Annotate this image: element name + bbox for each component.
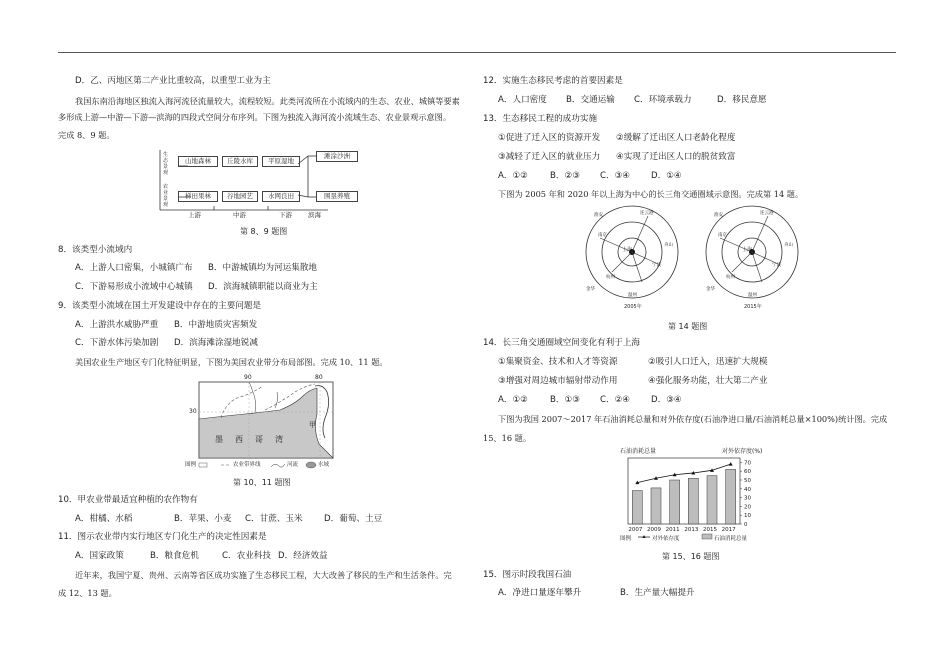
gulf-of-mexico-label: 墨 西 哥 湾 [215, 435, 285, 444]
eco-landscape-label: 生态景观 [163, 152, 169, 176]
city-lianyungang-2015: 连云港 [760, 211, 774, 216]
q10-option-d: D．葡萄、土豆 [324, 514, 383, 524]
q9-option-d: D．滨海滩涂湿地锐减 [174, 338, 258, 348]
center-label-2005: 上海 [622, 247, 633, 253]
chart-legend-label: 图例 [620, 536, 632, 542]
q14-option-d: D．③④ [651, 395, 682, 405]
q13-item-1: ①促进了迁入区的资源开发 [498, 133, 601, 143]
header-rule [58, 52, 896, 53]
q12-option-c: C．环境承载力 [634, 95, 692, 105]
intro-12-13-line2: 成 12、13 题。 [58, 588, 117, 598]
q13-item-4: ④实现了迁出区人口的脱贫致富 [616, 152, 736, 162]
q13-option-d: D．①④ [651, 171, 682, 181]
center-label-2015: 上海 [742, 247, 753, 253]
q9-option-c: C．下游水体污染加剧 [75, 338, 159, 348]
q8-stem: 8．该类型小流域内 [58, 245, 133, 255]
q14-item-2: ②吸引人口迁入，迅速扩大规模 [648, 357, 768, 367]
q15-option-a: A．净进口量逐年攀升 [498, 588, 582, 598]
right-axis-tick-label: 20 [744, 504, 751, 511]
q13-item-2: ②缓解了迁出区人口老龄化程度 [616, 133, 736, 143]
city-lianyungang-2005: 连云港 [640, 211, 654, 216]
x-tick-label: 2011 [665, 527, 680, 533]
q13-option-a: A．①② [498, 171, 528, 181]
city-huaian-2005: 淮安 [594, 213, 603, 218]
q14-option-c: C．②④ [600, 395, 631, 405]
x-tick-label: 2013 [684, 527, 699, 533]
q14-option-a: A．①② [498, 395, 528, 405]
figure-10-11-map [185, 374, 345, 474]
q12-option-b: B．交通运输 [566, 95, 615, 105]
agri-box-4: 围垦养殖 [316, 191, 358, 202]
x-tick-label: 2015 [703, 527, 717, 533]
city-wenzhou-2015: 温州 [748, 293, 757, 298]
q11-stem: 11．图示农业带内实行地区专门化生产的决定性因素是 [58, 532, 267, 542]
city-hangzhou-2005: 杭州 [606, 275, 615, 280]
intro-15-16-line1: 下图为我国 2007～2017 年石油消耗总量和对外依存度(石油净进口量/石油消耗总量×100%)统计图。完成 [498, 414, 888, 424]
agri-box-1: 梯田果林 [178, 191, 218, 202]
intro-8-9-line3: 完成 8、9 题。 [58, 130, 115, 140]
legend-zone-boundary: 农业带界线 [233, 462, 261, 468]
figure-10-11-caption: 第 10、11 题图 [233, 478, 291, 487]
eco-box-1: 山地森林 [178, 156, 218, 167]
intro-14: 下图为 2005 年和 2020 年以上海为中心的长三角交通圈域示意图。完成第 14 题。 [498, 189, 804, 199]
usa-gulf-map [185, 374, 345, 474]
q15-stem: 15．图示时段我国石油 [483, 570, 572, 580]
agri-landscape-label: 农业景观 [163, 184, 169, 208]
eco-box-2: 丘陵水库 [222, 156, 258, 167]
intro-10-11: 美国农业生产地区专门化特征明显，下图为美国农业带分布局部图。完成 10、11 题。 [75, 357, 388, 367]
chart-legend-line-label: 对外依存度 [652, 536, 680, 542]
figure-8-9 [158, 148, 368, 220]
q14-item-3: ③增强对周边城市辐射带动作用 [498, 376, 618, 386]
oil-chart [618, 446, 778, 546]
chart-legend-bar-label: 石油消耗总量 [714, 536, 748, 542]
q11-option-a: A．国家政策 [75, 551, 124, 561]
figure-14 [580, 202, 820, 314]
right-axis-tick-label: 60 [744, 469, 751, 476]
lon-80-label: 80 [315, 374, 323, 381]
q14-option-b: B．①③ [550, 395, 580, 405]
transport-circle-diagrams [580, 202, 820, 314]
q13-option-c: C．③④ [600, 171, 631, 181]
lat-30-label: 30 [189, 408, 197, 415]
q13-option-b: B．②③ [550, 171, 580, 181]
city-zhoushan-2005: 舟山 [664, 243, 673, 248]
consumption-bar [632, 491, 642, 524]
q9-stem: 9．该类型小流域在国土开发建设中存在的主要问题是 [58, 301, 262, 311]
right-axis-tick-label: 10 [744, 513, 751, 520]
q14-item-4: ④强化服务功能，壮大第二产业 [648, 376, 768, 386]
figure-8-9-caption: 第 8、9 题图 [240, 227, 288, 236]
zone-jia-label: 甲 [309, 421, 316, 429]
q11-option-c: C．农业科技 [222, 551, 271, 561]
city-nanjing-2015: 南京 [718, 233, 727, 238]
legend-line-marker [643, 535, 646, 538]
section-downstream: 下游 [279, 211, 292, 219]
eco-box-4: 滩涂沙洲 [316, 151, 358, 162]
q10-stem: 10．甲农业带最适宜种植的农作物有 [58, 495, 198, 505]
dependency-point [729, 462, 733, 466]
x-tick-label: 2017 [721, 527, 736, 533]
right-axis-tick-label: 0 [744, 522, 748, 528]
q13-stem: 13．生态移民工程的成功实施 [483, 114, 598, 124]
q15-option-b: B．生产量大幅提升 [620, 588, 695, 598]
q14-item-1: ①集聚资金、技术和人才等资源 [498, 357, 618, 367]
q13-item-3: ③减轻了迁入区的就业压力 [498, 152, 601, 162]
legend-bar-mark [702, 534, 712, 539]
consumption-bar [688, 478, 698, 524]
figure-15-16-caption: 第 15、16 题图 [662, 552, 720, 561]
city-wenzhou-2005: 温州 [628, 293, 637, 298]
q8-option-d: D．滨海城镇职能以商业为主 [208, 282, 318, 292]
intro-15-16-line2: 15、16 题。 [483, 433, 532, 443]
q10-option-b: B．苹果、小麦 [174, 514, 232, 524]
q10-option-c: C．甘蔗、玉米 [245, 514, 303, 524]
x-tick-label: 2009 [647, 527, 661, 533]
city-huaian-2015: 淮安 [714, 213, 723, 218]
q8-option-a: A．上游人口密集，小城镇广布 [75, 263, 193, 273]
right-axis-tick-label: 70 [744, 460, 751, 467]
q12-option-a: A．人口密度 [498, 95, 547, 105]
agri-box-3: 水网良田 [262, 191, 300, 202]
city-nanjing-2005: 南京 [598, 233, 607, 238]
consumption-bar [707, 476, 717, 524]
figure-14-caption: 第 14 题图 [668, 322, 708, 331]
right-axis-tick-label: 40 [744, 486, 751, 493]
q11-option-d: D．经济效益 [278, 551, 328, 561]
q8-option-c: C．下游易形成小流域中心城镇 [75, 282, 193, 292]
section-coastal: 滨海 [308, 211, 321, 219]
city-zhoushan-2015: 舟山 [784, 243, 793, 248]
year-label-2015: 2015年 [744, 304, 762, 310]
agri-box-2: 谷地园艺 [222, 191, 258, 202]
legend-river: 河流 [287, 462, 299, 468]
q10-option-a: A．柑橘、水稻 [75, 514, 133, 524]
city-ningbo-2005: 宁波 [652, 263, 661, 268]
consumption-bar [651, 488, 661, 524]
chart-ylabel-left: 石油消耗总量 [620, 448, 657, 455]
q8-option-b: B．中游城镇均为河运集散地 [208, 263, 318, 273]
plot-frame [628, 458, 740, 524]
q9-option-b: B．中游地质灾害频发 [174, 320, 258, 330]
q14-stem: 14．长三角交通圈域空间变化有利于上海 [483, 338, 641, 348]
city-jinhua-2005: 金华 [586, 287, 595, 292]
chart-ylabel-right: 对外依存度(%) [722, 448, 763, 455]
intro-8-9-line2: 多形成上游—中游—下游—滨海的四段式空间分布序列。下图为独流入海河流小流域生态、农业景观示意图。 [58, 112, 452, 122]
right-axis-tick-label: 50 [744, 478, 751, 484]
q11-option-b: B．粮食危机 [150, 551, 199, 561]
q12-stem: 12．实施生态移民考虑的首要因素是 [483, 76, 623, 86]
section-midstream: 中游 [233, 211, 246, 219]
oil-chart-svg [618, 446, 778, 546]
lon-90-label: 90 [244, 374, 252, 381]
eco-box-3: 平原湿地 [262, 156, 300, 167]
city-jinhua-2015: 金华 [706, 287, 715, 292]
legend-water: 水域 [318, 462, 330, 468]
intro-8-9-line1: 我国东南沿海地区独流入海河流径流量较大，流程较短。此类河流所在小流域内的生态、农业、城镇等要素 [75, 96, 460, 106]
year-label-2005: 2005年 [624, 304, 642, 310]
q12-option-d: D．移民意愿 [717, 95, 767, 105]
city-hangzhou-2015: 杭州 [726, 275, 735, 280]
consumption-bar [726, 469, 736, 524]
right-axis-tick-label: 30 [744, 495, 751, 502]
x-tick-label: 2007 [628, 527, 643, 533]
section-upstream: 上游 [188, 211, 201, 219]
q9-option-a: A．上游洪水威胁严重 [75, 320, 159, 330]
city-ningbo-2015: 宁波 [772, 263, 781, 268]
intro-12-13-line1: 近年来，我国宁夏、贵州、云南等省区成功实施了生态移民工程，大大改善了移民的生产和生活条件。完 [75, 570, 452, 580]
q7-option-d: D．乙、丙地区第二产业比重较高，以重型工业为主 [75, 76, 271, 86]
consumption-bar [670, 480, 680, 524]
map-legend-label: 图例 [185, 462, 197, 468]
